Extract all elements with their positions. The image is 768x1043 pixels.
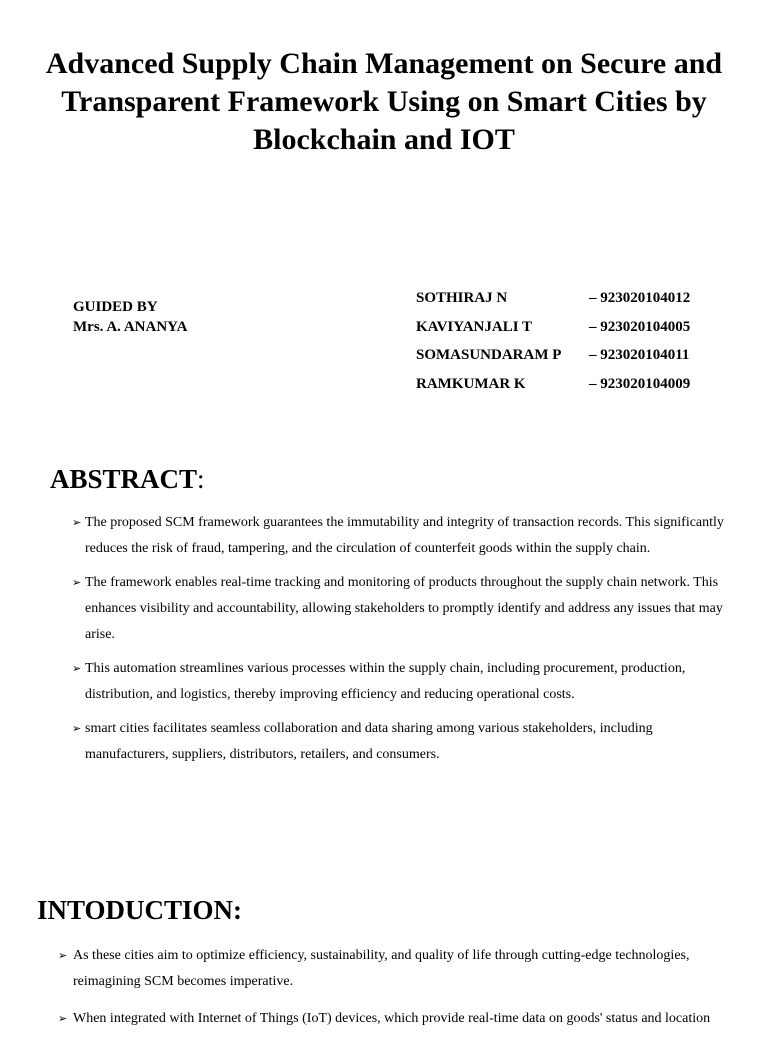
student-name: SOMASUNDARAM P (416, 347, 562, 364)
introduction-list (58, 943, 748, 1043)
list-item (58, 1006, 748, 1032)
arrow-bullet-icon: ➢ (72, 517, 82, 529)
arrow-bullet-icon: ➢ (58, 950, 68, 962)
student-id: – 923020104012 (589, 290, 691, 306)
student-id: – 923020104011 (589, 347, 690, 364)
guide-label: GUIDED BY (73, 299, 158, 315)
student-name: KAVIYANJALI T (416, 318, 533, 335)
list-item-text: When integrated with Internet of Things (IoT) devices, which provide real-time data on goods' status and location (73, 1011, 711, 1026)
abstract-heading-colon: : (197, 464, 205, 494)
student-row (416, 315, 736, 344)
abstract-list (72, 510, 732, 776)
abstract-heading (50, 462, 205, 496)
list-item-text: As these cities aim to optimize efficiency, sustainability, and quality of life through cutting-edge technologies, reimagining SCM becomes imperative. (73, 948, 690, 989)
document-title: Advanced Supply Chain Management on Secure and Transparent Framework Using on Smart Cities by Blockchain and IOT (45, 47, 723, 156)
arrow-bullet-icon: ➢ (72, 663, 82, 675)
arrow-bullet-icon: ➢ (72, 723, 82, 735)
list-item-text: The framework enables real-time tracking and monitoring of products throughout the supply chain network. This enhances visibility and accountability, allowing stakeholders to promptly identify and address any issues that may arise. (85, 575, 723, 642)
list-item (72, 570, 732, 648)
student-id: – 923020104005 (589, 318, 691, 335)
student-name: RAMKUMAR K (416, 376, 526, 393)
student-list (416, 286, 736, 401)
list-item (58, 943, 748, 995)
list-item-text: This automation streamlines various processes within the supply chain, including procurement, production, distribution, and logistics, thereby improving efficiency and reducing operational costs. (85, 661, 686, 702)
guide-name: Mrs. A. ANANYA (73, 319, 188, 335)
student-row (416, 286, 736, 315)
list-item (72, 716, 732, 768)
student-row (416, 372, 736, 401)
list-item (72, 656, 732, 708)
list-item (72, 510, 732, 562)
arrow-bullet-icon: ➢ (72, 577, 82, 589)
student-id: – 923020104009 (589, 376, 691, 393)
list-item-text: smart cities facilitates seamless collaboration and data sharing among various stakeholders, including manufacturers, suppliers, distributors, retailers, and consumers. (85, 721, 653, 762)
student-name: SOTHIRAJ N (416, 290, 508, 306)
arrow-bullet-icon: ➢ (58, 1013, 68, 1025)
student-row (416, 343, 736, 372)
introduction-heading: INTODUCTION: (37, 895, 243, 925)
abstract-heading-text: ABSTRACT (50, 464, 198, 494)
list-item-text: The proposed SCM framework guarantees the immutability and integrity of transaction records. This significantly reduces the risk of fraud, tampering, and the circulation of counterfeit goods within the supply chain. (85, 515, 724, 556)
guide-block (73, 297, 187, 337)
